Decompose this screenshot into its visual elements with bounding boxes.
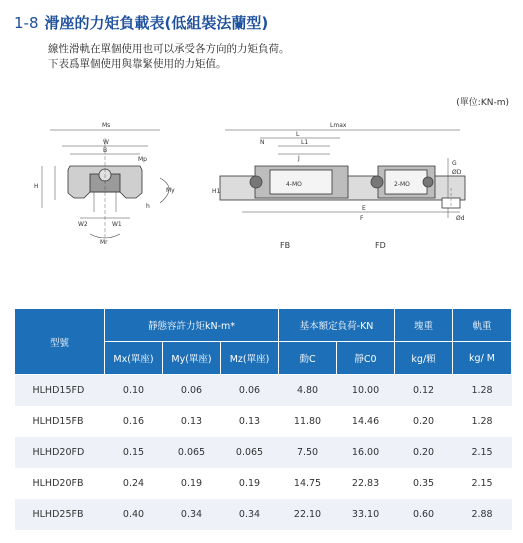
cell-static-c0: 16.00 (337, 437, 395, 468)
cell-rail-weight: 1.28 (453, 406, 512, 437)
cell-block-weight: 0.60 (395, 499, 453, 530)
dim-lmax: Lmax (330, 122, 347, 129)
dim-mp: Mp (138, 156, 147, 163)
dim-g: G (452, 160, 457, 167)
dim-2-mo: 2-MO (394, 181, 410, 188)
dim-w: W (103, 139, 109, 146)
cell-model: HLHD15FB (15, 406, 105, 437)
subheader-dynamic-c: 動C (279, 342, 337, 375)
section-title: 滑座的力矩負載表(低組裝法蘭型) (44, 14, 269, 32)
dim-f: F (360, 215, 364, 222)
cell-mz: 0.06 (221, 375, 279, 407)
cell-my: 0.34 (163, 499, 221, 530)
cell-model: HLHD25FB (15, 499, 105, 530)
cell-static-c0: 14.46 (337, 406, 395, 437)
page-title (14, 12, 268, 33)
intro-line-1: 線性滑軌在單個使用也可以承受各方向的力矩負荷。 (48, 43, 290, 55)
figure-label-fb: FB (280, 241, 291, 250)
subheader-mx: Mx(單座) (105, 342, 163, 375)
cell-dynamic-c: 4.80 (279, 375, 337, 407)
header-rated-load: 基本額定負荷-KN (279, 309, 395, 342)
cell-static-c0: 33.10 (337, 499, 395, 530)
section-number: 1-8 (14, 14, 39, 32)
dim-h: H (34, 183, 39, 190)
cell-mz: 0.34 (221, 499, 279, 530)
cell-dynamic-c: 7.50 (279, 437, 337, 468)
dim-n: N (260, 139, 265, 146)
cell-block-weight: 0.12 (395, 375, 453, 407)
table-row (15, 406, 512, 437)
drawing-svg (30, 108, 500, 268)
table-row (15, 437, 512, 468)
header-rail-weight: 軌重 (453, 309, 512, 342)
dim-e: E (362, 205, 366, 212)
subheader-static-c0: 靜C0 (337, 342, 395, 375)
cell-block-weight: 0.20 (395, 437, 453, 468)
cell-static-c0: 22.83 (337, 468, 395, 499)
subheader-mz: Mz(單座) (221, 342, 279, 375)
cell-model: HLHD20FD (15, 437, 105, 468)
cell-mz: 0.19 (221, 468, 279, 499)
cell-mx: 0.24 (105, 468, 163, 499)
cell-block-weight: 0.35 (395, 468, 453, 499)
cell-dynamic-c: 11.80 (279, 406, 337, 437)
cell-my: 0.19 (163, 468, 221, 499)
cell-rail-weight: 1.28 (453, 375, 512, 407)
dim-my: My (166, 187, 175, 194)
dim-l1: L1 (301, 139, 309, 146)
cell-mz: 0.13 (221, 406, 279, 437)
dim-l: L (296, 131, 300, 138)
dim-h-right: h (146, 203, 150, 210)
dim-h1: H1 (212, 188, 221, 195)
dim-w2: W2 (78, 221, 88, 228)
cell-mx: 0.16 (105, 406, 163, 437)
figure-label-fd: FD (375, 241, 386, 250)
intro-line-2: 下表爲單個使用與靠緊使用的力矩值。 (48, 58, 227, 70)
header-static-moment: 靜態容許力矩kN-m* (105, 309, 279, 342)
cell-mx: 0.40 (105, 499, 163, 530)
dim-4-mo: 4-MO (286, 181, 302, 188)
cell-dynamic-c: 22.10 (279, 499, 337, 530)
dim-w1: W1 (112, 221, 122, 228)
table-header-row-1 (15, 309, 512, 342)
table-row (15, 375, 512, 407)
subheader-kg-per-m: kg/ M (453, 342, 512, 375)
cell-mz: 0.065 (221, 437, 279, 468)
intro-text (48, 42, 290, 72)
table-row (15, 499, 512, 530)
side-view (220, 130, 465, 218)
cell-mx: 0.15 (105, 437, 163, 468)
dim-d-big: ØD (452, 169, 462, 176)
cell-mx: 0.10 (105, 375, 163, 407)
cell-static-c0: 10.00 (337, 375, 395, 407)
dim-b: B (103, 147, 108, 154)
header-block-weight: 塊重 (395, 309, 453, 342)
dim-mr: Mr (100, 239, 108, 246)
cell-model: HLHD15FD (15, 375, 105, 407)
subheader-kg-per-block: kg/顆 (395, 342, 453, 375)
cell-rail-weight: 2.88 (453, 499, 512, 530)
cell-block-weight: 0.20 (395, 406, 453, 437)
dim-ms: Ms (102, 122, 111, 129)
header-model: 型號 (15, 309, 105, 375)
dim-d-small: Ød (456, 215, 465, 222)
unit-note: (單位:KN-m) (456, 98, 509, 108)
cell-my: 0.065 (163, 437, 221, 468)
cell-rail-weight: 2.15 (453, 468, 512, 499)
cell-my: 0.13 (163, 406, 221, 437)
technical-drawing (30, 108, 500, 268)
cell-dynamic-c: 14.75 (279, 468, 337, 499)
table-row (15, 468, 512, 499)
cell-my: 0.06 (163, 375, 221, 407)
cell-rail-weight: 2.15 (453, 437, 512, 468)
cell-model: HLHD20FB (15, 468, 105, 499)
dim-j: J (298, 155, 300, 162)
moment-load-table (14, 308, 512, 530)
subheader-my: My(單座) (163, 342, 221, 375)
